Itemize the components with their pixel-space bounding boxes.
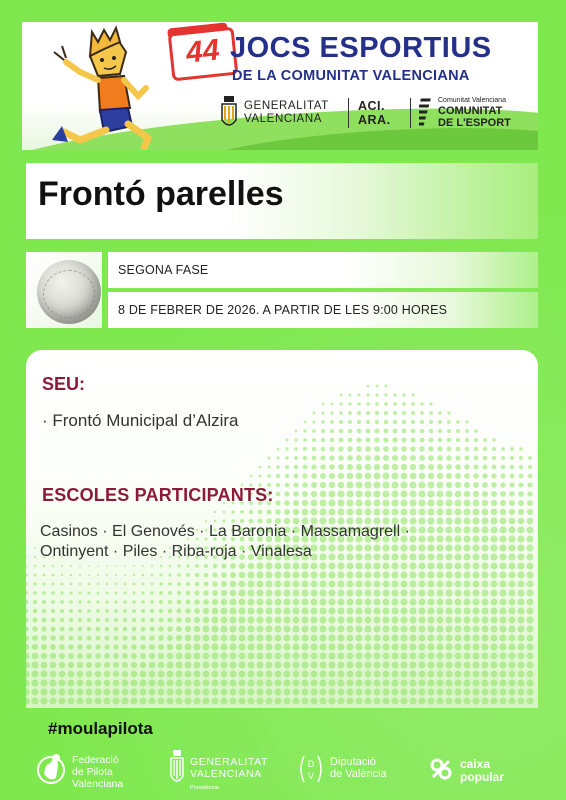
generalitat-line1: GENERALITAT bbox=[244, 100, 329, 112]
venue-value: · Frontó Municipal d’Alzira bbox=[42, 411, 239, 430]
ball-image-box bbox=[26, 252, 102, 328]
hashtag: #moulapilota bbox=[48, 719, 153, 738]
generalitat-logo-text bbox=[244, 100, 329, 126]
generalitat-footer-text bbox=[190, 756, 268, 780]
games-title: JOCS ESPORTIUS bbox=[230, 32, 492, 64]
comunitat-esport-small: Comunitat Valenciana bbox=[438, 97, 506, 104]
fpv-line3: Valenciana bbox=[72, 778, 124, 790]
event-phase: SEGONA FASE bbox=[118, 263, 209, 277]
gv-footer-line2: VALENCIANA bbox=[190, 768, 262, 780]
event-title-bar bbox=[26, 163, 538, 239]
dv-line2: de València bbox=[330, 768, 387, 780]
pilota-hand-icon bbox=[36, 752, 66, 786]
event-datetime: 8 DE FEBRER DE 2026. A PARTIR DE LES 9:00 HORES bbox=[118, 303, 448, 317]
header-banner bbox=[22, 22, 538, 150]
schools-line: Ontinyent · Piles · Riba-roja · Vinalesa bbox=[40, 543, 312, 560]
runner-mascot-icon bbox=[40, 22, 160, 150]
ce-line1: COMUNITAT bbox=[438, 105, 503, 117]
datetime-row bbox=[108, 292, 538, 328]
fpv-line1: Federació bbox=[72, 754, 119, 766]
fpv-text bbox=[72, 754, 123, 790]
schools-label: ESCOLES PARTICIPANTS: bbox=[42, 485, 274, 505]
generalitat-crest-icon bbox=[170, 750, 184, 786]
generalitat-line2: VALENCIANA bbox=[244, 113, 323, 125]
schools-list bbox=[40, 522, 480, 562]
svg-text:D: D bbox=[307, 759, 315, 769]
pilota-ball-icon bbox=[37, 260, 101, 324]
event-title: Frontó parelles bbox=[38, 175, 284, 213]
phase-row bbox=[108, 252, 538, 288]
ce-line2: DE L'ESPORT bbox=[438, 117, 511, 129]
edition-badge: 44 bbox=[168, 27, 239, 82]
venue-label: SEU: bbox=[42, 374, 86, 394]
aci-line2: ARA. bbox=[358, 112, 391, 127]
sponsor-footer bbox=[0, 744, 566, 800]
aci-line1: ACI. bbox=[358, 99, 385, 113]
caixa-popular-text bbox=[460, 758, 504, 784]
diputacio-dv-icon bbox=[300, 754, 322, 784]
cp-line2: popular bbox=[460, 770, 504, 784]
generalitat-crest-icon bbox=[220, 96, 238, 130]
gv-footer-line1: GENERALITAT bbox=[190, 756, 268, 768]
dv-line1: Diputació bbox=[330, 756, 376, 768]
games-subtitle: DE LA COMUNITAT VALENCIANA bbox=[232, 68, 470, 84]
comunitat-esport-logo bbox=[438, 105, 511, 129]
diputacio-text bbox=[330, 756, 387, 780]
fpv-line2: de Pilota bbox=[72, 766, 113, 778]
aci-ara-logo bbox=[358, 100, 391, 127]
logo-divider bbox=[410, 98, 411, 128]
schools-line: Casinos · El Genovés · La Baronia · Massamagrell · bbox=[40, 523, 410, 540]
caixa-popular-icon bbox=[430, 758, 452, 780]
sponsor-logos-header bbox=[220, 94, 530, 134]
details-card bbox=[26, 350, 538, 708]
comunitat-esport-icon bbox=[419, 98, 433, 128]
presidencia-text: Presidència bbox=[190, 785, 219, 791]
cp-line1: caixa bbox=[460, 757, 491, 771]
svg-text:V: V bbox=[307, 771, 315, 781]
logo-divider bbox=[348, 98, 349, 128]
